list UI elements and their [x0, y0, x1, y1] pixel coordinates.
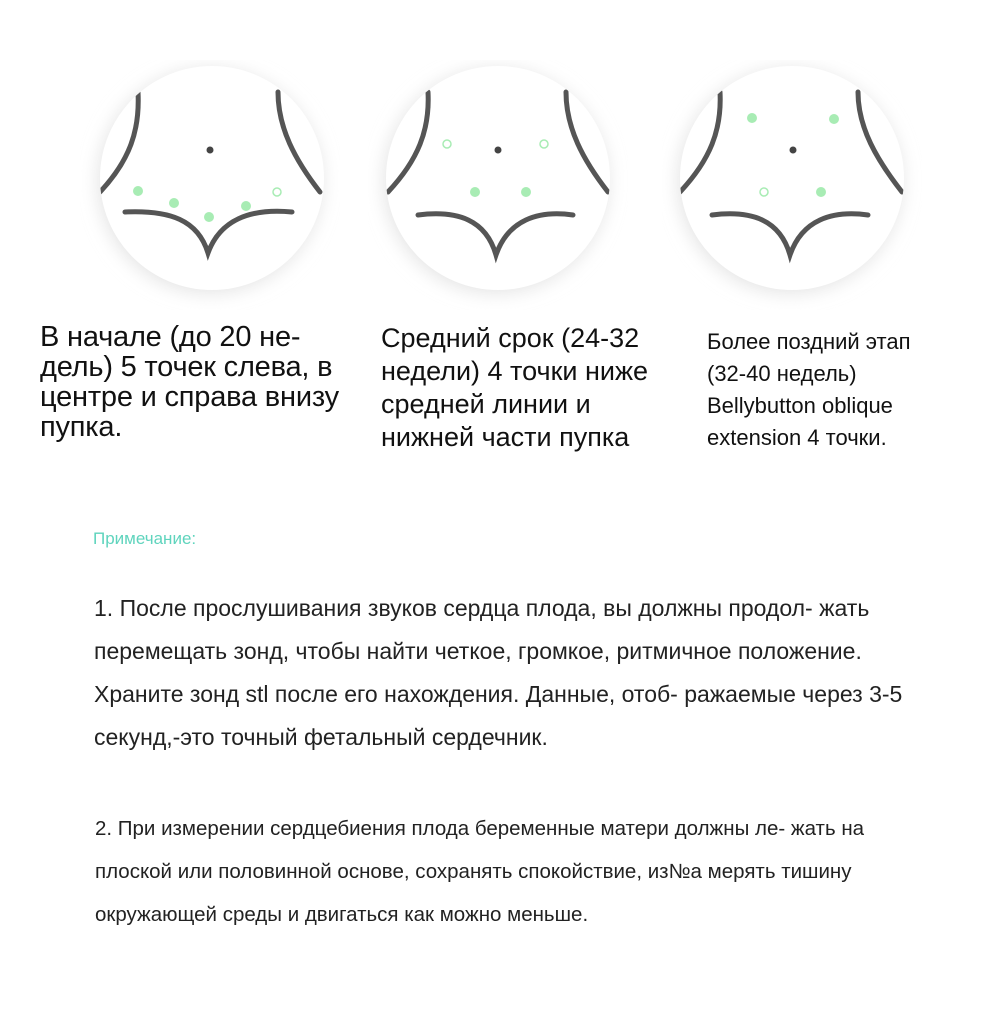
belly-diagram-middle: [368, 60, 628, 310]
note-item-1: 1. После прослушивания звуков сердца плода, вы должны продол- жать перемещать зонд, чтобы найти четкое, громкое, ритмичное положение. Храните зонд stl после его нахождения. Данные, отоб- ражаемые через 3-5 секунд,-это точный фетальный сердечник.: [94, 595, 903, 750]
caption-early-stage: В начале (до 20 не- дель) 5 точек слева, в центре и справа внизу пупка.: [40, 321, 339, 443]
navel-marker: [790, 147, 797, 154]
caption-middle-stage: Средний срок (24-32 недели) 4 точки ниже средней линии и нижней части пупка: [381, 323, 649, 452]
belly-diagram-early: [80, 60, 340, 310]
note-item-2: 2. При измерении сердцебиения плода беременные матери должны ле- жать на плоской или половинной основе, сохранять спокойствие, из№а мерять тишину окружающей среды и двигаться как можно меньше.: [95, 817, 865, 926]
belly-diagram-late: [662, 60, 922, 310]
note-heading: Примечание:: [93, 529, 197, 548]
navel-marker: [207, 147, 214, 154]
navel-marker: [495, 147, 502, 154]
caption-late-stage: Более поздний этап (32-40 недель) Bellybutton oblique extension 4 точки.: [707, 329, 911, 450]
